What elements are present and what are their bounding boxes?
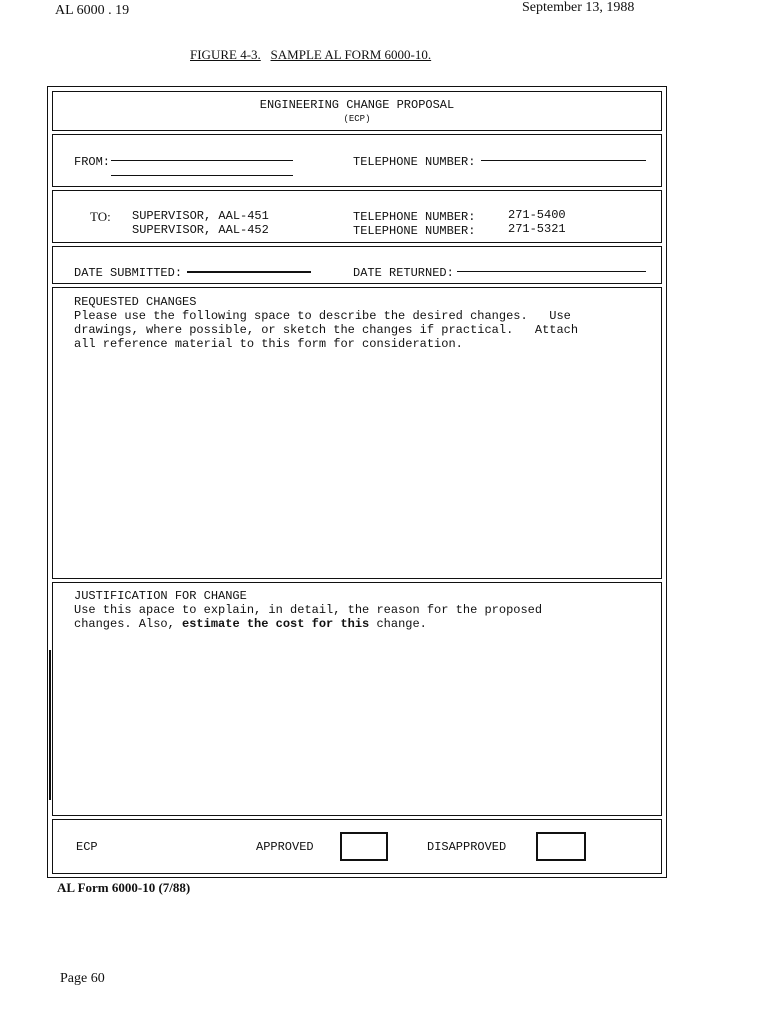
form-subtitle: (ECP) bbox=[343, 114, 371, 124]
date-returned-line[interactable] bbox=[457, 271, 646, 272]
recipient-2-telephone-label: TELEPHONE NUMBER: bbox=[353, 224, 476, 238]
justification-heading: JUSTIFICATION FOR CHANGE bbox=[74, 589, 247, 603]
date-returned-label: DATE RETURNED: bbox=[353, 266, 454, 280]
recipient-1-telephone: 271-5400 bbox=[508, 208, 566, 222]
requested-changes-heading: REQUESTED CHANGES bbox=[74, 295, 197, 309]
requested-changes-line-3: all reference material to this form for consideration. bbox=[74, 337, 463, 351]
disapproved-label: DISAPPROVED bbox=[427, 840, 507, 854]
document-number: AL 6000 . 19 bbox=[55, 3, 130, 18]
binding-mark bbox=[49, 650, 51, 800]
justification-line-1: Use this apace to explain, in detail, the reason for the proposed bbox=[74, 603, 543, 617]
approved-label: APPROVED bbox=[256, 840, 314, 854]
figure-label: FIGURE 4-3. bbox=[190, 47, 261, 62]
to-label: TO: bbox=[90, 209, 111, 224]
approved-checkbox[interactable] bbox=[340, 832, 388, 861]
form-identifier: AL Form 6000-10 (7/88) bbox=[57, 880, 191, 895]
figure-caption bbox=[190, 47, 431, 63]
recipient-2-telephone: 271-5321 bbox=[508, 222, 566, 236]
from-telephone-label: TELEPHONE NUMBER: bbox=[353, 155, 476, 169]
justification-line-2-start: changes. Also, bbox=[74, 617, 183, 631]
requested-changes-line-2: drawings, where possible, or sketch the changes if practical. Attach bbox=[74, 323, 579, 337]
from-label: FROM: bbox=[74, 155, 111, 169]
justification-emphasis: estimate the cost for this bbox=[182, 617, 370, 631]
from-line-1[interactable] bbox=[111, 160, 293, 161]
ecp-label: ECP bbox=[76, 840, 98, 854]
justification-line-2-end: change. bbox=[369, 617, 427, 631]
form-title: ENGINEERING CHANGE PROPOSAL bbox=[259, 98, 455, 112]
requested-changes-section[interactable] bbox=[52, 287, 662, 579]
from-telephone-line[interactable] bbox=[481, 160, 646, 161]
requested-changes-line-1: Please use the following space to describe the desired changes. Use bbox=[74, 309, 571, 323]
justification-section[interactable] bbox=[52, 582, 662, 816]
date-submitted-label: DATE SUBMITTED: bbox=[74, 266, 183, 280]
recipient-2-name: SUPERVISOR, AAL-452 bbox=[132, 223, 269, 237]
to-section bbox=[52, 190, 662, 243]
dates-section bbox=[52, 246, 662, 284]
from-section bbox=[52, 134, 662, 187]
from-line-2[interactable] bbox=[111, 175, 293, 176]
justification-line-2 bbox=[74, 617, 427, 631]
disapproved-checkbox[interactable] bbox=[536, 832, 586, 861]
recipient-1-telephone-label: TELEPHONE NUMBER: bbox=[353, 210, 476, 224]
page-number: Page 60 bbox=[60, 971, 105, 986]
figure-title: SAMPLE AL FORM 6000-10. bbox=[270, 47, 432, 62]
recipient-1-name: SUPERVISOR, AAL-451 bbox=[132, 209, 269, 223]
form-title-section bbox=[52, 91, 662, 131]
date-submitted-line[interactable] bbox=[187, 271, 311, 273]
document-date: September 13, 1988 bbox=[522, 0, 635, 15]
decision-section bbox=[52, 819, 662, 874]
